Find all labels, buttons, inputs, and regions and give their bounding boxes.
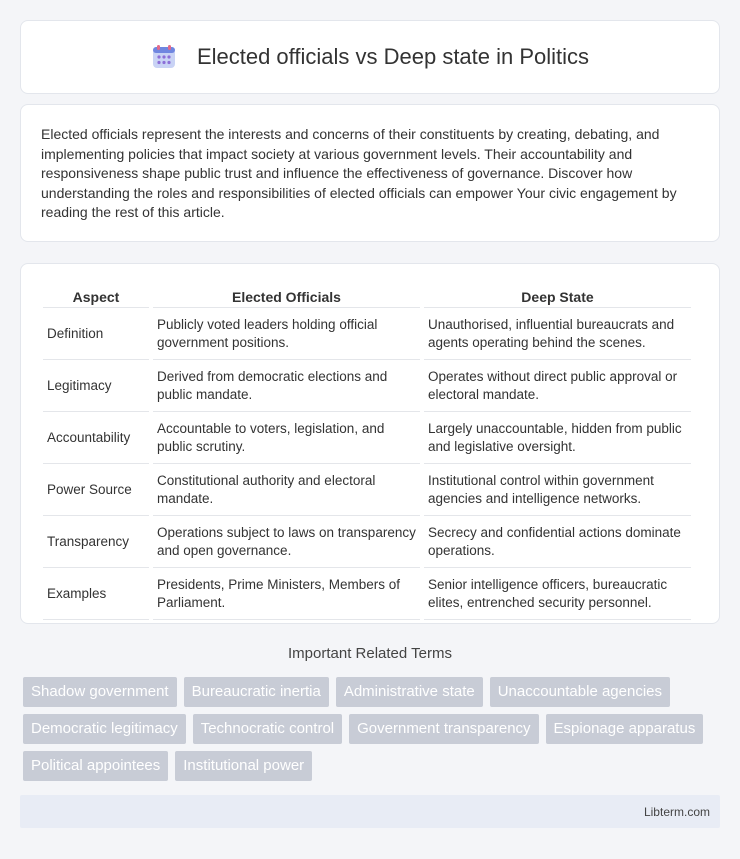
header-elected-officials: Elected Officials <box>153 284 420 308</box>
table-row <box>43 516 691 568</box>
row-elected: Operations subject to laws on transparency and open governance. <box>153 516 420 568</box>
related-term-tag[interactable]: Political appointees <box>23 751 168 781</box>
row-deep-state: Largely unaccountable, hidden from public and legislative oversight. <box>424 412 691 464</box>
related-term-tag[interactable]: Unaccountable agencies <box>490 677 670 707</box>
related-terms-list <box>23 677 723 781</box>
header-deep-state: Deep State <box>424 284 691 308</box>
table-row <box>43 568 691 620</box>
table-row <box>43 360 691 412</box>
row-elected: Derived from democratic elections and public mandate. <box>153 360 420 412</box>
row-elected: Presidents, Prime Ministers, Members of Parliament. <box>153 568 420 620</box>
page-title: Elected officials vs Deep state in Politics <box>196 44 590 69</box>
row-aspect: Examples <box>43 568 149 620</box>
row-aspect: Definition <box>43 308 149 360</box>
row-aspect: Accountability <box>43 412 149 464</box>
related-term-tag[interactable]: Democratic legitimacy <box>23 714 186 744</box>
table-row <box>43 464 691 516</box>
row-deep-state: Secrecy and confidential actions dominate operations. <box>424 516 691 568</box>
calendar-icon <box>151 44 177 70</box>
related-term-tag[interactable]: Bureaucratic inertia <box>184 677 329 707</box>
header-aspect: Aspect <box>43 284 149 308</box>
footer-site-link[interactable]: Libterm.com <box>643 805 710 819</box>
related-term-tag[interactable]: Government transparency <box>349 714 538 744</box>
intro-card <box>20 104 720 242</box>
row-deep-state: Unauthorised, influential bureaucrats and agents operating behind the scenes. <box>424 308 691 360</box>
row-elected: Accountable to voters, legislation, and public scrutiny. <box>153 412 420 464</box>
comparison-card <box>20 263 720 624</box>
header-card <box>20 20 720 94</box>
row-deep-state: Senior intelligence officers, bureaucratic elites, entrenched security personnel. <box>424 568 691 620</box>
row-aspect: Power Source <box>43 464 149 516</box>
related-term-tag[interactable]: Administrative state <box>336 677 483 707</box>
related-term-tag[interactable]: Espionage apparatus <box>546 714 704 744</box>
row-deep-state: Operates without direct public approval or electoral mandate. <box>424 360 691 412</box>
row-deep-state: Institutional control within government agencies and intelligence networks. <box>424 464 691 516</box>
related-terms-title: Important Related Terms <box>288 645 452 662</box>
row-aspect: Legitimacy <box>43 360 149 412</box>
related-term-tag[interactable]: Technocratic control <box>193 714 342 744</box>
related-term-tag[interactable]: Institutional power <box>175 751 312 781</box>
row-elected: Constitutional authority and electoral mandate. <box>153 464 420 516</box>
table-header-row <box>43 284 691 308</box>
table-row <box>43 308 691 360</box>
table-row <box>43 412 691 464</box>
comparison-table <box>39 284 695 620</box>
related-term-tag[interactable]: Shadow government <box>23 677 177 707</box>
row-aspect: Transparency <box>43 516 149 568</box>
footer <box>20 795 720 828</box>
row-elected: Publicly voted leaders holding official government positions. <box>153 308 420 360</box>
intro-text: Elected officials represent the interests and concerns of their constituents by creating, debating, and implementing policies that impact society at various government levels. Their accountability and responsiveness shape public trust and influence the effectiveness of governance. Discover how understanding the roles and responsibilities of elected officials can empower Your civic engagement by reading the rest of this article. <box>41 126 677 220</box>
